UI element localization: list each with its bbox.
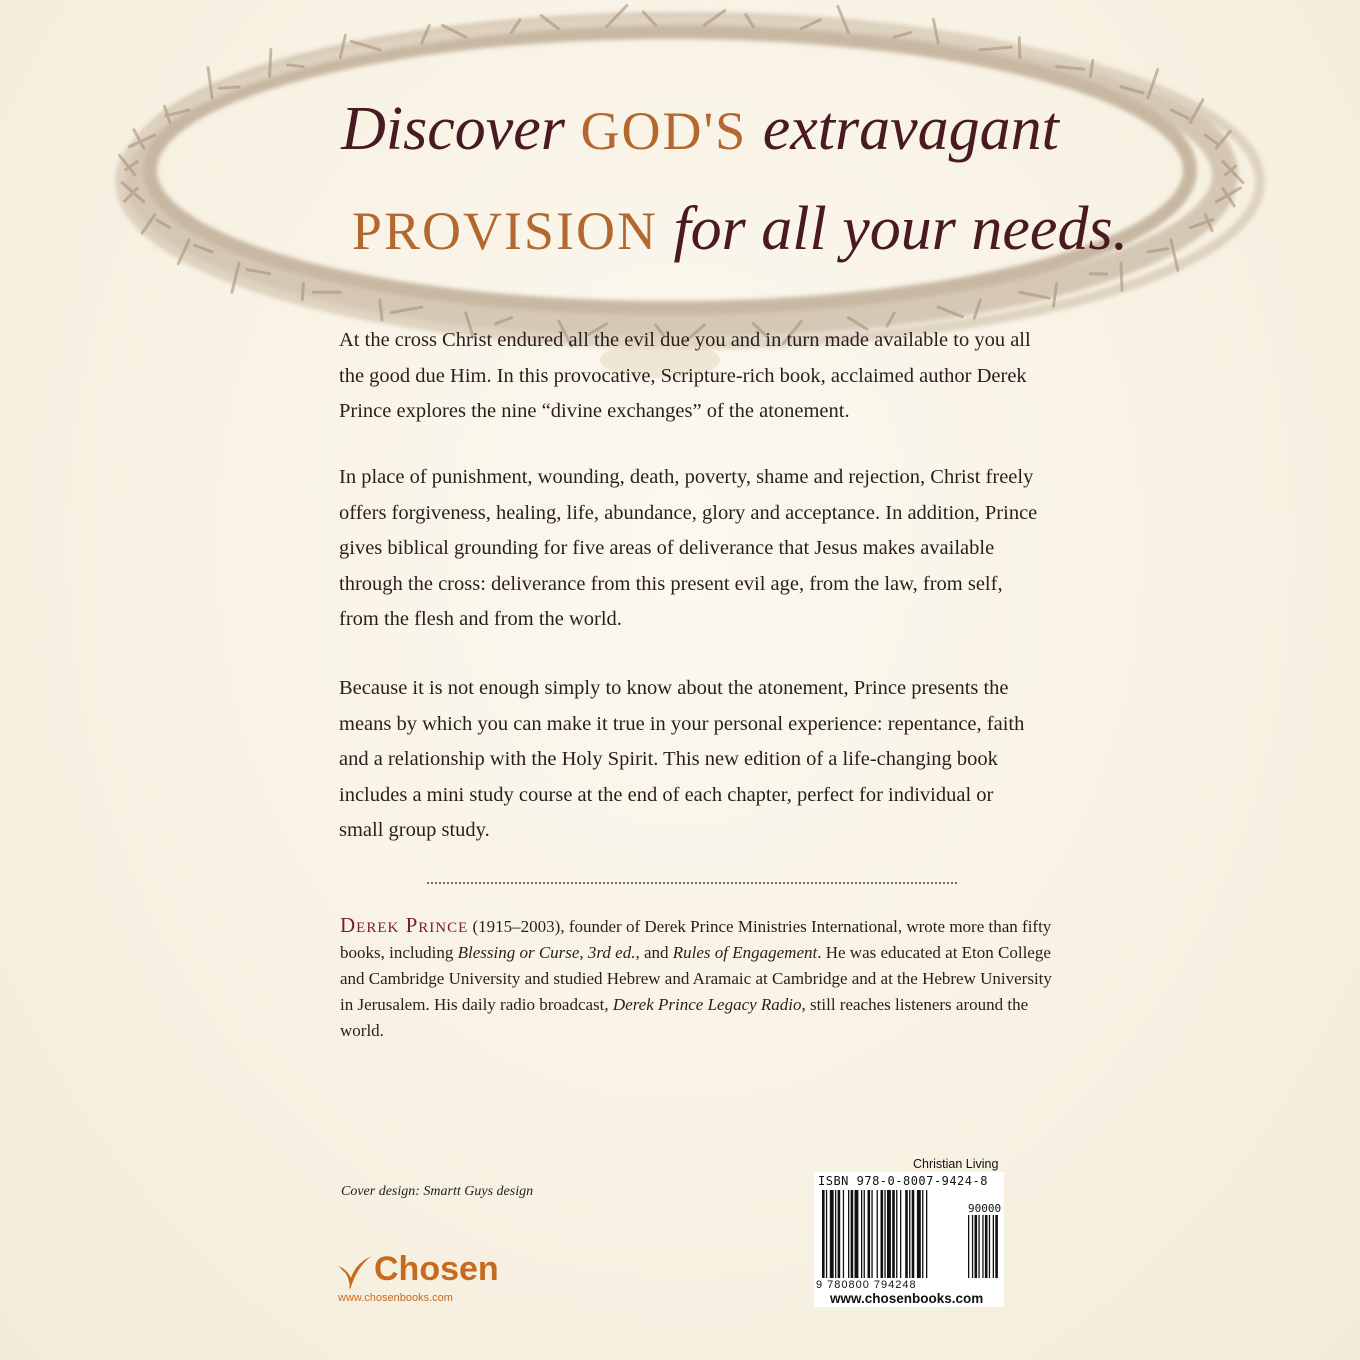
headline-emphasis: GOD'S <box>580 101 748 161</box>
thorn <box>219 87 239 88</box>
cover-design-credit: Cover design: Smartt Guys design <box>341 1184 534 1199</box>
headline-text: extravagant <box>747 95 1059 163</box>
barcode-bar <box>871 1190 872 1278</box>
isbn-text: ISBN 978-0-8007-9424-8 <box>818 1174 988 1188</box>
book-title: Blessing or Curse, 3rd ed. <box>457 943 636 962</box>
author-name: Derek Prince <box>340 913 469 937</box>
price-code: 90000 <box>968 1202 1002 1215</box>
barcode-bar <box>861 1190 862 1278</box>
thorn <box>1121 263 1122 290</box>
barcode-bar <box>968 1212 969 1278</box>
headline-text: for all your needs. <box>657 195 1129 263</box>
barcode-bar <box>975 1212 978 1278</box>
barcode-bar <box>826 1190 827 1278</box>
barcode-bar <box>993 1212 994 1278</box>
barcode-bar <box>877 1190 878 1278</box>
barcode-bar <box>989 1212 990 1278</box>
publisher-name: Chosen <box>374 1250 499 1288</box>
barcode-digits: 9 780800 794248 <box>816 1279 917 1291</box>
headline-emphasis: PROVISION <box>351 201 658 261</box>
thorn <box>302 283 303 299</box>
barcode-bar <box>835 1190 836 1278</box>
chosen-leaf-icon <box>334 1252 374 1294</box>
barcode-bar <box>822 1190 825 1278</box>
blurb-paragraph-3: Because it is not enough simply to know about the atonement, Prince presents the means by which you can make it true in your personal experience: repentance, faith and a relationship with the Holy Spirit. This new edition of a life-changing book includes a mini study course at the end of each chapter, perfect for individual or small group study. <box>339 677 1025 841</box>
barcode-bar <box>909 1190 910 1278</box>
barcode-bar <box>905 1190 908 1278</box>
barcode-bar <box>892 1190 895 1278</box>
barcode-bar <box>985 1212 988 1278</box>
barcode-bar <box>982 1212 983 1278</box>
bio-text: , still reaches listeners around the world. <box>340 995 1029 1040</box>
thorn <box>1019 38 1020 58</box>
barcode-bar <box>864 1190 865 1278</box>
barcode-bar <box>887 1190 891 1278</box>
website-url: www.chosenbooks.com <box>830 1291 984 1306</box>
author-bio <box>340 912 1060 1044</box>
bio-text: (1915–2003), founder of Derek Prince Ministries International, wrote more than fifty books, including <box>340 917 1052 962</box>
book-title: Rules of Engagement <box>672 943 818 962</box>
headline-line-1 <box>20 95 1360 163</box>
barcode-bar <box>978 1212 979 1278</box>
barcode-bar <box>855 1190 859 1278</box>
bio-text: . He was educated at Eton College and Cambridge University and studied Hebrew and Aramaic at Cambridge and at the Hebrew University in Jerusalem. His daily radio broadcast, <box>340 943 1052 1014</box>
barcode-bar <box>848 1190 849 1278</box>
publisher-url: www.chosenbooks.com <box>338 1292 453 1304</box>
barcode-bar <box>900 1190 901 1278</box>
barcode-bar <box>917 1190 921 1278</box>
barcode-bar <box>922 1190 923 1278</box>
category-label: Christian Living <box>913 1157 999 1171</box>
thorn <box>270 49 271 76</box>
barcode-bar <box>830 1190 834 1278</box>
barcode-bar <box>838 1190 841 1278</box>
barcode-bar <box>995 1212 998 1278</box>
blurb-paragraph-2: In place of punishment, wounding, death, poverty, shame and rejection, Christ freely offers forgiveness, healing, life, abundance, glory and acceptance. In addition, Prince gives biblical grounding for five areas of deliverance that Jesus makes available through the cross: deliverance from this present evil age, from the law, from self, from the flesh and from the world. <box>339 466 1038 630</box>
barcode-bar <box>843 1190 844 1278</box>
barcode-bar <box>972 1212 973 1278</box>
barcode-bar <box>851 1190 854 1278</box>
radio-show-title: Derek Prince Legacy Radio <box>612 995 802 1014</box>
barcode-bar <box>868 1190 871 1278</box>
barcode-bar <box>884 1190 885 1278</box>
barcode-bar <box>881 1190 884 1278</box>
blurb-paragraph-1: At the cross Christ endured all the evil due you and in turn made available to you all the good due Him. In this provocative, Scripture-rich book, acclaimed author Derek Prince explores the nine “divine exchanges” of the atonement. <box>339 329 1031 422</box>
publisher-logo <box>334 1250 534 1310</box>
headline-text: Discover <box>341 95 581 163</box>
barcode-bar <box>926 1190 927 1278</box>
dotted-divider <box>427 882 957 884</box>
barcode-bar <box>896 1190 897 1278</box>
bio-text: , and <box>635 943 673 962</box>
barcode-bar <box>912 1190 915 1278</box>
headline-line-2 <box>60 195 1360 263</box>
thorn <box>287 65 303 67</box>
